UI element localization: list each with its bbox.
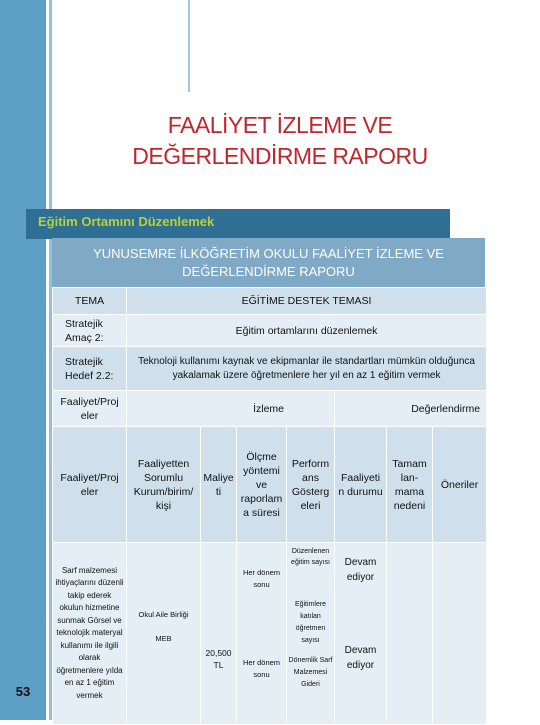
- col-durum: Faaliyeti n durumu: [335, 427, 387, 543]
- row-oneriler-empty: [433, 543, 487, 725]
- report-header-line-2: DEĞERLENDİRME RAPORU: [182, 264, 355, 279]
- hedef-value: Teknoloji kullanımı kaynak ve ekipmanlar ile standartları mümkün olduğunca yakalamak üzere öğretmenlere her yıl en az 1 eğitim vermek: [127, 347, 487, 391]
- report-header-line-1: YUNUSEMRE İLKÖĞRETİM OKULU FAALİYET İZLEME VE: [93, 246, 444, 261]
- faaliyet-label: Faaliyet/Proj eler: [53, 391, 127, 427]
- hedef-label: Stratejik Hedef 2.2:: [53, 347, 127, 391]
- title-line-2: DEĞERLENDİRME RAPORU: [132, 143, 428, 169]
- col-oneriler: Öneriler: [433, 427, 487, 543]
- degerlendirme-label: Değerlendirme: [335, 391, 487, 427]
- izleme-label: İzleme: [127, 391, 335, 427]
- row-olcme-b: Her dönem sonu: [242, 658, 281, 679]
- row-tamam-empty: [387, 543, 433, 725]
- row-perf-c: Dönemlik Sarf Malzemesi Gideri: [288, 657, 333, 688]
- col-performans: Perform ans Gösterg eleri: [287, 427, 335, 543]
- top-decor-rule: [188, 0, 190, 92]
- row-perf-a: Düzenlenen eğitim sayısı: [291, 548, 330, 566]
- col-tamam: Tamam lan- mama nedeni: [387, 427, 433, 543]
- tema-value: EĞİTİME DESTEK TEMASI: [127, 288, 487, 315]
- amac-label: Stratejik Amaç 2:: [53, 315, 127, 347]
- row-perf-b: Eğitimlere katılan öğretmen sayısı: [294, 601, 327, 644]
- page-title: [100, 110, 460, 172]
- row-durum-b: Devam ediyor: [344, 645, 377, 671]
- tema-label: TEMA: [53, 288, 127, 315]
- col-faaliyet: Faaliyet/Proj eler: [53, 427, 127, 543]
- row-sorumlu-a: Okul Aile Birliği: [138, 610, 189, 619]
- row-olcme-a: Her dönem sonu: [242, 568, 281, 589]
- left-decor-band: [0, 0, 46, 720]
- row-activity: Sarf malzemesi ihtiyaçlarını düzenli takip ederek okulun hizmetine sunmak Görsel ve teknolojik materyal kullanımı ile ilgili olarak öğretmenlere yılda en az 1 eğitim vermek: [53, 543, 127, 725]
- title-line-1: FAALİYET İZLEME VE: [167, 112, 393, 138]
- report-table: [52, 287, 487, 725]
- col-sorumlu: Faaliyetten Sorumlu Kurum/birim/ kişi: [127, 427, 201, 543]
- report-header: [52, 238, 485, 287]
- amac-value: Eğitim ortamlarını düzenlemek: [127, 315, 487, 347]
- section-banner-text: Eğitim Ortamını Düzenlemek: [38, 214, 215, 229]
- row-maliyet: 20,500 TL: [205, 648, 232, 670]
- row-sorumlu-b: MEB: [155, 634, 172, 643]
- page-number: 53: [15, 684, 31, 699]
- row-durum-a: Devam ediyor: [344, 557, 377, 583]
- col-maliyet: Maliye ti: [201, 427, 237, 543]
- col-olcme: Ölçme yöntemi ve raporlam a süresi: [237, 427, 287, 543]
